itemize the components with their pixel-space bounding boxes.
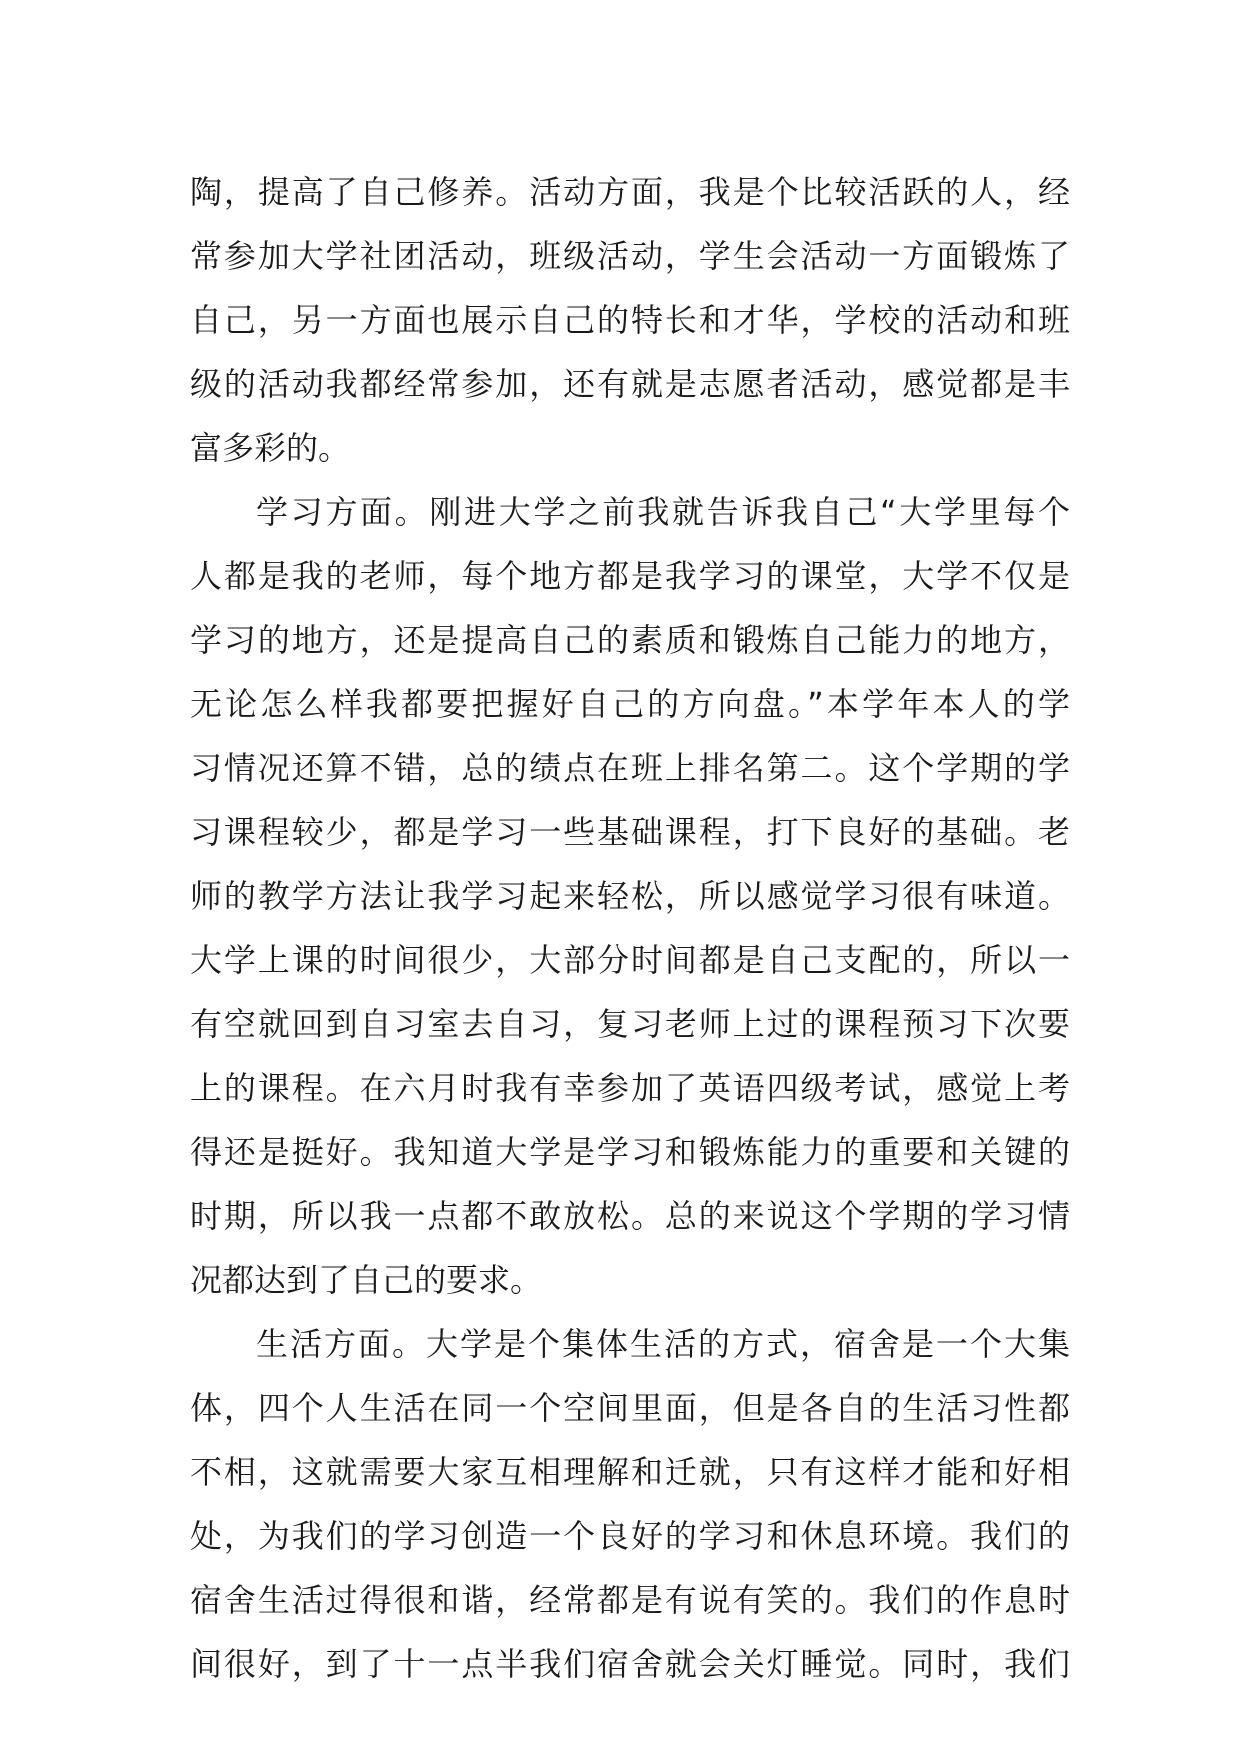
text-line: 处，为我们的学习创造一个良好的学习和休息环境。我们的 — [190, 1517, 1070, 1555]
text-line: 况都达到了自己的要求。 — [190, 1261, 543, 1299]
text-line: 上的课程。在六月时我有幸参加了英语四级考试，感觉上考 — [190, 1069, 1070, 1107]
paragraph-life — [190, 1312, 1070, 1696]
text-line: 学习的地方，还是提高自己的素质和锻炼自己能力的地方， — [190, 621, 1070, 659]
text-line: 富多彩的。 — [190, 429, 351, 467]
text-line: 常参加大学社团活动，班级活动，学生会活动一方面锻炼了 — [190, 237, 1070, 275]
text-line: 陶，提高了自己修养。活动方面，我是个比较活跃的人，经 — [190, 173, 1070, 211]
text-line: 习情况还算不错，总的绩点在班上排名第二。这个学期的学 — [190, 749, 1070, 787]
text-line: 时期，所以我一点都不敢放松。总的来说这个学期的学习情 — [190, 1197, 1070, 1235]
paragraph-study — [190, 480, 1070, 1312]
text-line: 得还是挺好。我知道大学是学习和锻炼能力的重要和关键的 — [190, 1133, 1070, 1171]
text-line: 有空就回到自习室去自习，复习老师上过的课程预习下次要 — [190, 1005, 1070, 1043]
text-line: 师的教学方法让我学习起来轻松，所以感觉学习很有味道。 — [190, 877, 1070, 915]
text-line: 人都是我的老师，每个地方都是我学习的课堂，大学不仅是 — [190, 557, 1070, 595]
text-line: 不相，这就需要大家互相理解和迁就，只有这样才能和好相 — [190, 1453, 1070, 1491]
text-line: 间很好，到了十一点半我们宿舍就会关灯睡觉。同时，我们 — [190, 1645, 1070, 1683]
text-line: 学习方面。刚进大学之前我就告诉我自己“大学里每个 — [256, 493, 1070, 531]
text-line: 习课程较少，都是学习一些基础课程，打下良好的基础。老 — [190, 813, 1070, 851]
text-line: 体，四个人生活在同一个空间里面，但是各自的生活习性都 — [190, 1389, 1070, 1427]
document-body — [190, 160, 1070, 1696]
text-line: 自己，另一方面也展示自己的特长和才华，学校的活动和班 — [190, 301, 1070, 339]
text-line: 生活方面。大学是个集体生活的方式，宿舍是一个大集 — [256, 1325, 1070, 1363]
text-line: 无论怎么样我都要把握好自己的方向盘。”本学年本人的学 — [190, 685, 1070, 723]
text-line: 宿舍生活过得很和谐，经常都是有说有笑的。我们的作息时 — [190, 1581, 1070, 1619]
paragraph-activities — [190, 160, 1070, 480]
text-line: 大学上课的时间很少，大部分时间都是自己支配的，所以一 — [190, 941, 1070, 979]
text-line: 级的活动我都经常参加，还有就是志愿者活动，感觉都是丰 — [190, 365, 1070, 403]
